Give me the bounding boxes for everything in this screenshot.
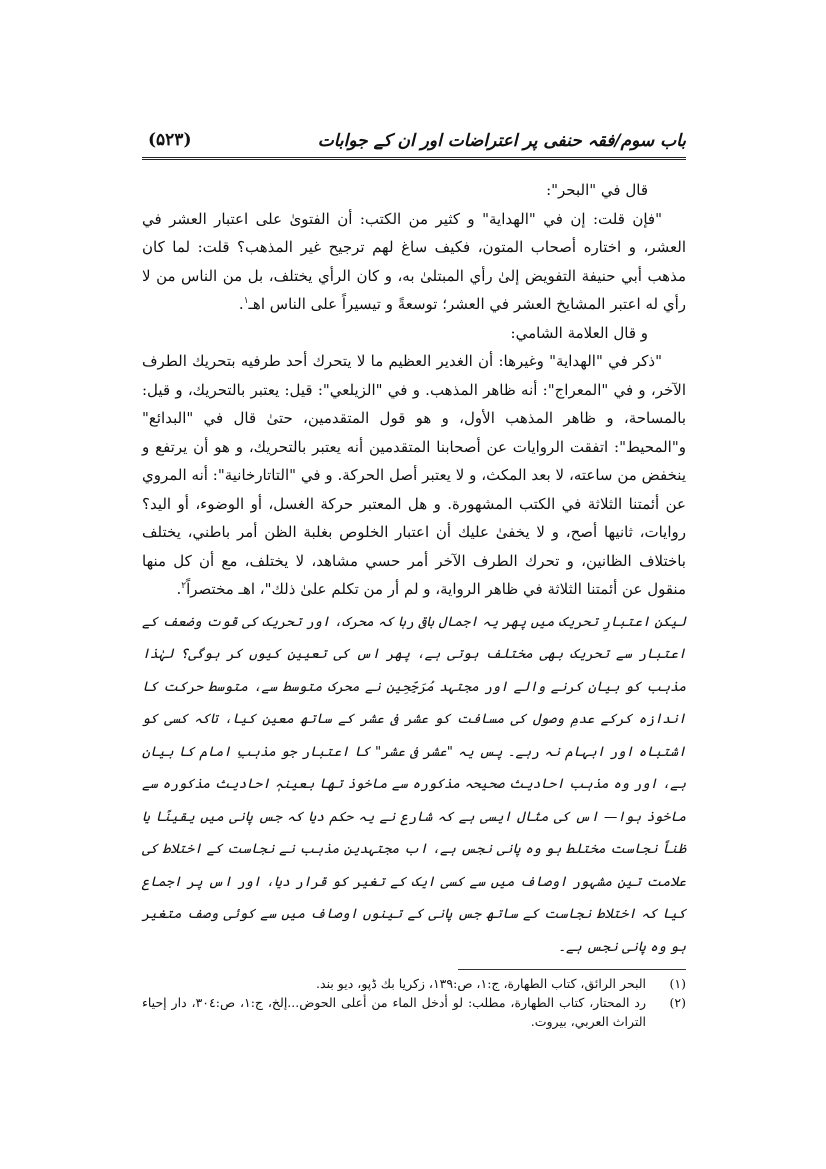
urdu-commentary: لیکن اعتبارِ تحریک میں پھر یہ اجمال باقی رہا کہ محرک، اور تحریک کی قوت وضعف کے اعتبار سے تحریک بھی مختلف ہوتی ہے، پھر اس کی تعیین کیوں کر ہوگی؟ لہٰذا مذہب کو بیان کرنے والے اور مجتہد مُرَجِّحِین نے محرک متوسط سے، متوسط حرکت کا اندازہ کرکے عدمِ وصول کی مسافت کو عشر فی عشر کے ساتھ معین کیا، تاکہ کسی کو اشتباہ اور ابہام نہ رہے۔ پس یہ "عشر فی عشر" کا اعتبار جو مذہبِ امام کا بیان ہے، اور وہ مذہب احادیث صحیحہ مذکورہ سے ماخوذ تھا بعینہٖ احادیث مذکورہ سے ماخوذ ہوا— اس کی مثال ایسی ہے کہ شارع نے یہ حکم دیا کہ جس پانی میں یقینًا یا ظناً نجاست مختلط ہو وہ پانی نجس ہے، اب مجتہدین مذہب نے نجاست کے اختلاط کی علامت تین مشہور اوصاف میں سے کسی ایک کے تغیر کو قرار دیا، اور اس پر اجماع کیا کہ اختلاط نجاست کے ساتھ جس پانی کے تینوں اوصاف میں سے کوئی وصف متغیر ہو وہ پانی نجس ہے۔ [142,613,686,955]
footnote-number: (٢) [669,995,686,1010]
footnote [142,974,686,993]
quote-intro-bahr: قال في "البحر": [546,181,648,199]
footnote-ref-2: ٢ [181,581,187,591]
header-rule [142,157,686,160]
quote-intro-shami: و قال العلامة الشامي: [510,323,648,342]
footnote-ref-1: ١ [243,296,249,306]
footnote-number: (١) [669,976,686,991]
footnote-text: رد المحتار، كتاب الطهارة، مطلب: لو أدخل الماء من أعلى الحوض...إلخ، ج:١، ص:٣٠٤، دار إحياء التراث العربي، بيروت. [142,995,646,1029]
page-number: (۵۲۳) [148,130,192,150]
running-header [142,126,686,160]
arabic-quote-bahr: "فإن قلت: إن في "الهداية" و كثير من الكتب: أن الفتوىٰ على اعتبار العشر في العشر، و اختاره أصحاب المتون، فكيف ساغ لهم ترجيح غير المذهب؟ قلت: لما كان مذهب أبي حنيفة التفويض إلىٰ رأي المبتلىٰ به، و كان الرأي يختلف، بل من الناس من لا رأي له اعتبر المشايخ العشر في العشر؛ توسعةً و تيسيراً على الناس اهـ$^١$. [142,209,686,313]
footnote-text: البحر الرائق، كتاب الطهارة، ج:١، ص:١٣٩، زكريا بك ڈپو، ديو بند. [316,976,646,991]
chapter-title: باب سوم/فقہ حنفی پر اعتراضات اور ان کے جوابات [317,131,686,151]
footnote [142,993,686,1031]
footnote-rule [458,969,686,970]
arabic-quote-bahr-text: "فإن قلت: إن في "الهداية" و كثير من الكتب: أن الفتوىٰ على اعتبار العشر في العشر، و اختاره أصحاب المتون، فكيف ساغ لهم ترجيح غير المذهب؟ قلت: لما كان مذهب أبي حنيفة التفويض إلىٰ رأي المبتلىٰ به، و كان الرأي يختلف، بل من الناس من لا رأي له اعتبر المشايخ العشر في العشر؛ توسعةً و تيسيراً على الناس اهـ [142,209,686,313]
footnotes [142,974,686,1031]
page-body [142,176,686,1031]
arabic-quote-shami-text: "ذكر في "الهداية" وغيرها: أن الغدير العظيم ما لا يتحرك أحد طرفيه بتحريك الطرف الآخر، و في "المعراج": أنه ظاهر المذهب. و في "الزيلعي": قيل: يعتبر بالتحريك، و قيل: بالمساحة، و ظاهر المذهب الأول، و هو قول المتقدمين، حتىٰ قال في "البدائع" و"المحيط": اتفقت الروايات عن أصحابنا المتقدمين أنه يعتبر بالتحريك، و هو أن يرتفع و ينخفض من ساعته، لا بعد المكث، و لا يعتبر أصل الحركة. و في "التاتارخانية": أنه المروي عن أئمتنا الثلاثة في الكتب المشهورة. و هل المعتبر حركة الغسل، أو الوضوء، أو اليد؟ روايات، ثانيها أصح، و لا يخفىٰ عليك أن اعتبار الخلوص بغلبة الظن أمر باطني، يختلف باختلاف الظانين، و تحرك الطرف الآخر أمر حسي مشاهد، لا يختلف، مع أن كل منها منقول عن أئمتنا الثلاثة في ظاهر الرواية، و لم أر من تكلم علىٰ ذلك"، اهـ مختصراً [142,352,686,598]
arabic-quote-shami: "ذكر في "الهداية" وغيرها: أن الغدير العظيم ما لا يتحرك أحد طرفيه بتحريك الطرف الآخر، و في "المعراج": أنه ظاهر المذهب. و في "الزيلعي": قيل: يعتبر بالتحريك، و قيل: بالمساحة، و ظاهر المذهب الأول، و هو قول المتقدمين، حتىٰ قال في "البدائع" و"المحيط": اتفقت الروايات عن أصحابنا المتقدمين أنه يعتبر بالتحريك، و هو أن يرتفع و ينخفض من ساعته، لا بعد المكث، و لا يعتبر أصل الحركة. و في "التاتارخانية": أنه المروي عن أئمتنا الثلاثة في الكتب المشهورة. و هل المعتبر حركة الغسل، أو الوضوء، أو اليد؟ روايات، ثانيها أصح، و لا يخفىٰ عليك أن اعتبار الخلوص بغلبة الظن أمر باطني، يختلف باختلاف الظانين، و تحرك الطرف الآخر أمر حسي مشاهد، لا يختلف، مع أن كل منها منقول عن أئمتنا الثلاثة في ظاهر الرواية، و لم أر من تكلم علىٰ ذلك"، اهـ مختصراً$^٢$. [142,352,686,598]
